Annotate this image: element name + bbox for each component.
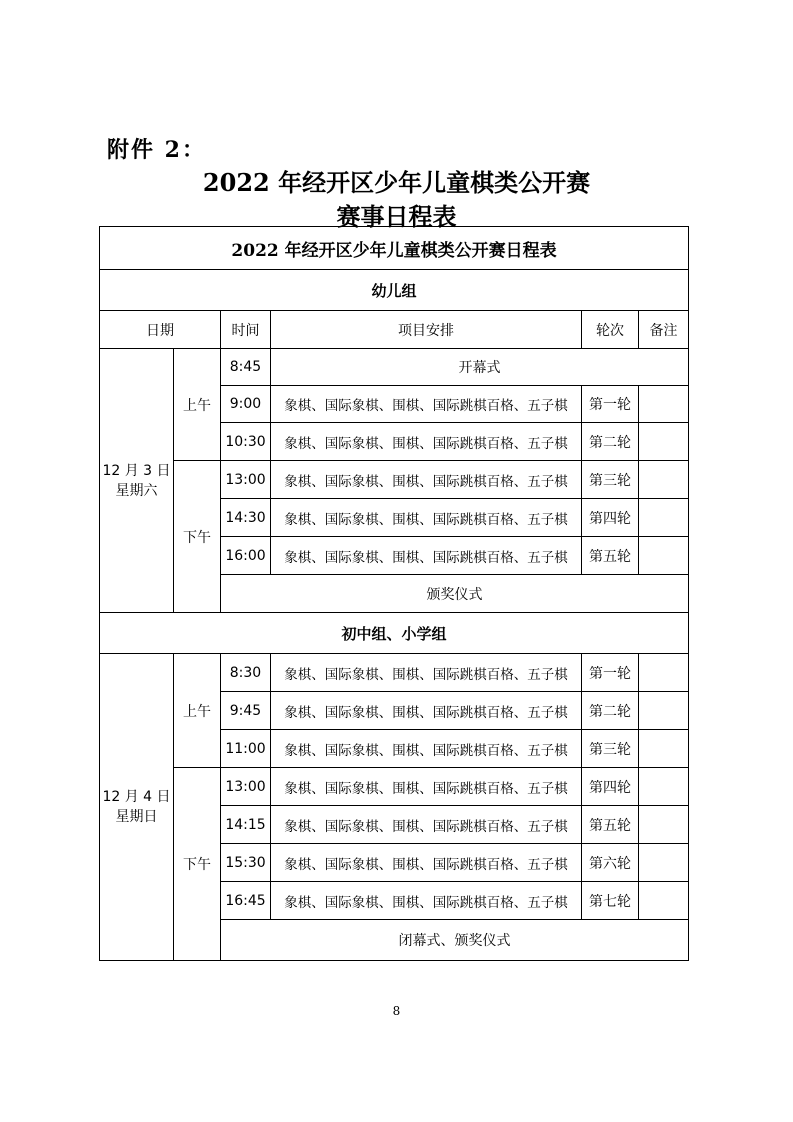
table-row (100, 349, 689, 386)
note-cell (639, 882, 689, 920)
table-title-row (100, 227, 689, 270)
note-cell (639, 844, 689, 882)
program-cell: 象棋、国际象棋、围棋、国际跳棋百格、五子棋 (271, 423, 582, 461)
header-program: 项目安排 (271, 311, 582, 349)
date-text: 12 月 3 日 (102, 462, 171, 479)
document-subtitle: 赛事日程表 (336, 202, 457, 231)
note-cell (639, 386, 689, 423)
program-cell: 象棋、国际象棋、围棋、国际跳棋百格、五子棋 (271, 537, 582, 575)
time-cell: 13:00 (221, 768, 271, 806)
note-cell (639, 423, 689, 461)
date-text: 12 月 4 日 (102, 789, 171, 805)
time-cell: 10:30 (221, 423, 271, 461)
time-cell: 13:00 (221, 461, 271, 499)
program-cell: 象棋、国际象棋、围棋、国际跳棋百格、五子棋 (271, 692, 582, 730)
round-cell: 第五轮 (582, 806, 639, 844)
time-cell: 8:45 (221, 349, 271, 386)
table-row (100, 654, 689, 692)
program-cell: 象棋、国际象棋、围棋、国际跳棋百格、五子棋 (271, 730, 582, 768)
round-cell: 第七轮 (582, 882, 639, 920)
program-cell: 象棋、国际象棋、围棋、国际跳棋百格、五子棋 (271, 654, 582, 692)
time-cell: 9:45 (221, 692, 271, 730)
note-cell (639, 768, 689, 806)
date-cell (100, 654, 174, 961)
time-cell: 16:00 (221, 537, 271, 575)
note-cell (639, 806, 689, 844)
morning-cell: 上午 (174, 654, 221, 768)
round-cell: 第四轮 (582, 768, 639, 806)
weekday-text: 星期六 (115, 482, 158, 499)
note-cell (639, 692, 689, 730)
note-cell (639, 461, 689, 499)
round-cell: 第三轮 (582, 730, 639, 768)
header-note: 备注 (639, 311, 689, 349)
afternoon-cell: 下午 (174, 461, 221, 613)
morning-cell: 上午 (174, 349, 221, 461)
date-cell (100, 349, 174, 613)
header-round: 轮次 (582, 311, 639, 349)
time-cell: 9:00 (221, 386, 271, 423)
opening-ceremony: 开幕式 (271, 349, 689, 386)
time-cell: 14:15 (221, 806, 271, 844)
afternoon-cell: 下午 (174, 768, 221, 961)
table-title: 2022 年经开区少年儿童棋类公开赛日程表 (100, 227, 689, 270)
round-cell: 第六轮 (582, 844, 639, 882)
program-cell: 象棋、国际象棋、围棋、国际跳棋百格、五子棋 (271, 768, 582, 806)
note-cell (639, 537, 689, 575)
time-cell: 14:30 (221, 499, 271, 537)
program-cell: 象棋、国际象棋、围棋、国际跳棋百格、五子棋 (271, 806, 582, 844)
attachment-label: 附件 2： (107, 137, 206, 163)
award-ceremony: 颁奖仪式 (221, 575, 689, 613)
round-cell: 第二轮 (582, 692, 639, 730)
program-cell: 象棋、国际象棋、围棋、国际跳棋百格、五子棋 (271, 882, 582, 920)
schedule-table (99, 226, 689, 961)
table-row (100, 461, 689, 499)
note-cell (639, 654, 689, 692)
round-cell: 第三轮 (582, 461, 639, 499)
weekday-text: 星期日 (115, 809, 158, 825)
round-cell: 第一轮 (582, 654, 639, 692)
time-cell: 15:30 (221, 844, 271, 882)
page-number: 8 (392, 1004, 401, 1018)
program-cell: 象棋、国际象棋、围棋、国际跳棋百格、五子棋 (271, 461, 582, 499)
program-cell: 象棋、国际象棋、围棋、国际跳棋百格、五子棋 (271, 386, 582, 423)
group-name-junior-primary: 初中组、小学组 (100, 613, 689, 654)
group-header-row (100, 613, 689, 654)
note-cell (639, 499, 689, 537)
round-cell: 第一轮 (582, 386, 639, 423)
round-cell: 第五轮 (582, 537, 639, 575)
round-cell: 第二轮 (582, 423, 639, 461)
program-cell: 象棋、国际象棋、围棋、国际跳棋百格、五子棋 (271, 844, 582, 882)
round-cell: 第四轮 (582, 499, 639, 537)
closing-ceremony: 闭幕式、颁奖仪式 (221, 920, 689, 961)
group-name-kindergarten: 幼儿组 (100, 270, 689, 311)
note-cell (639, 730, 689, 768)
document-title: 2022 年经开区少年儿童棋类公开赛 (202, 168, 591, 197)
time-cell: 11:00 (221, 730, 271, 768)
header-date: 日期 (100, 311, 221, 349)
program-cell: 象棋、国际象棋、围棋、国际跳棋百格、五子棋 (271, 499, 582, 537)
header-time: 时间 (221, 311, 271, 349)
time-cell: 8:30 (221, 654, 271, 692)
table-row (100, 768, 689, 806)
group-header-row (100, 270, 689, 311)
time-cell: 16:45 (221, 882, 271, 920)
column-header-row (100, 311, 689, 349)
